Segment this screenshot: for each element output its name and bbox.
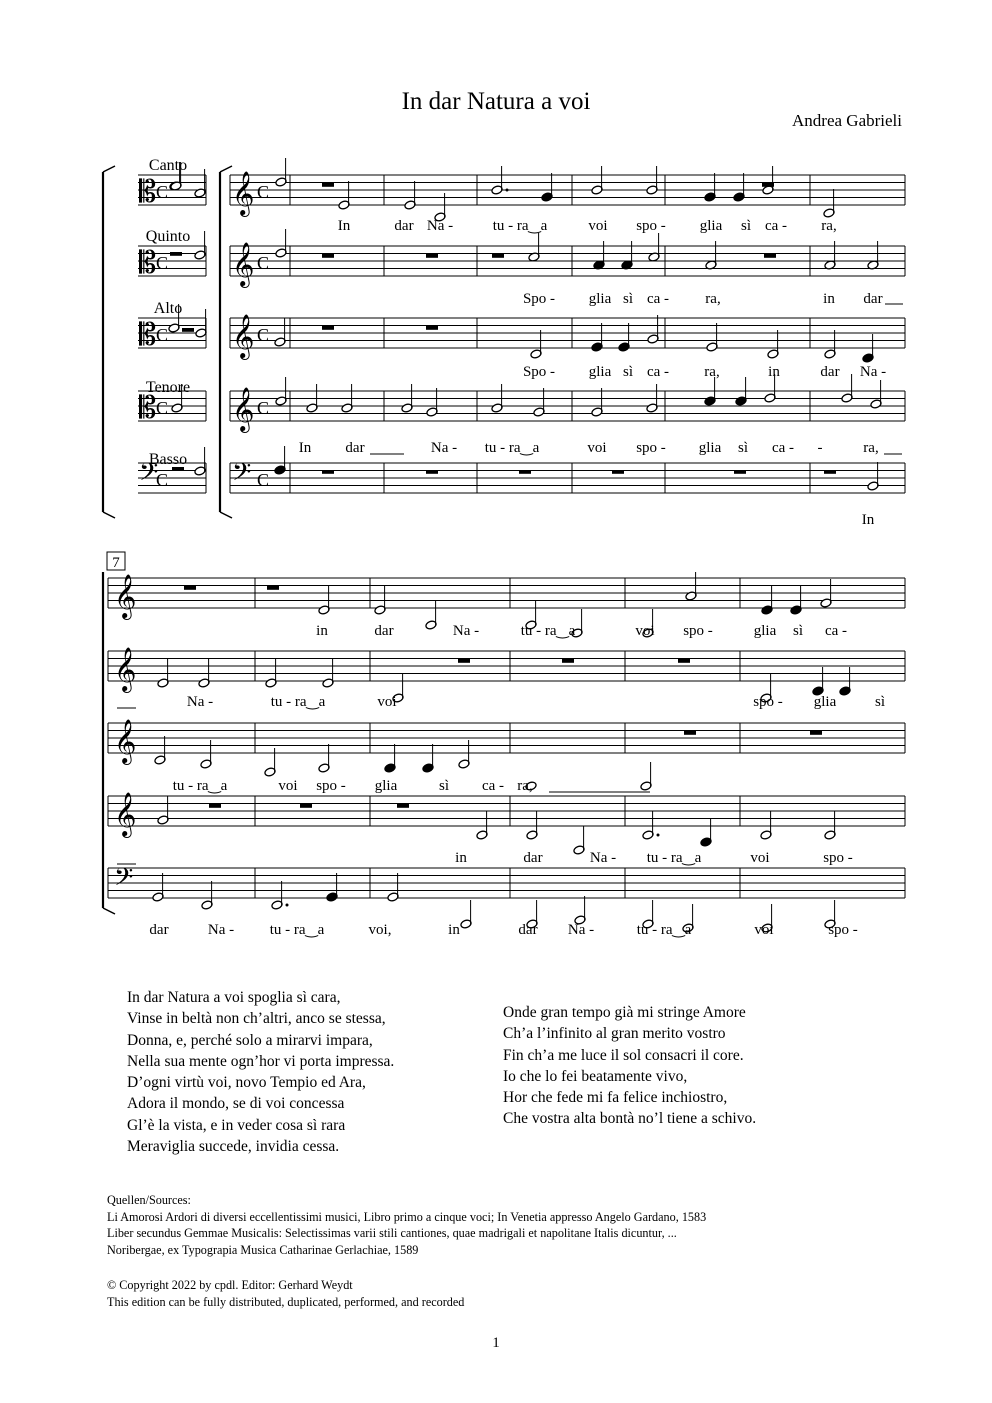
lyric-syllable: glia	[813, 694, 837, 710]
lyric-syllable: ra,	[517, 778, 533, 794]
lyric-syllable: ra,	[863, 440, 879, 456]
rest	[519, 470, 531, 474]
treble-clef-icon: 𝄞	[232, 316, 255, 358]
lyric-syllable: spo -	[823, 850, 853, 866]
treble-clef-icon: 𝄞	[114, 794, 137, 836]
bracket-hook	[220, 512, 232, 518]
rest	[684, 731, 696, 735]
part-name: Quinto	[145, 228, 191, 245]
c-clef-icon: 𝄡	[139, 390, 157, 425]
time-signature: C	[156, 325, 169, 345]
license-line: This edition can be fully distributed, duplicated, performed, and recorded	[107, 1294, 465, 1309]
poem-line: Vinse in beltà non ch’altri, anco se stessa,	[127, 1010, 386, 1028]
lyric-syllable: dar	[863, 291, 883, 307]
lyric-syllable: spo -	[316, 778, 346, 794]
lyric-syllable: ca -	[481, 778, 505, 794]
lyric-syllable: voi,	[368, 922, 392, 938]
lyric-syllable: in	[455, 850, 467, 866]
lyric-syllable: ra,	[705, 291, 721, 307]
poem-line: Ch’a l’infinito al gran merito vostro	[503, 1025, 726, 1043]
rest	[824, 470, 836, 474]
time-signature: C	[257, 470, 270, 490]
rest	[562, 659, 574, 663]
lyric-syllable: glia	[588, 364, 612, 380]
source-line: Noribergae, ex Typograpia Musica Catharinae Gerlachiae, 1589	[107, 1242, 419, 1257]
rest	[764, 254, 776, 258]
bass-clef-icon: 𝄢	[232, 459, 252, 492]
lyric-syllable: in	[823, 291, 835, 307]
lyric-syllable: voi	[278, 778, 298, 794]
lyric-syllable: tu - ra‿a	[269, 922, 325, 938]
lyric-syllable: dar	[345, 440, 365, 456]
treble-clef-icon: 𝄞	[114, 576, 137, 618]
lyric-syllable: glia	[753, 623, 777, 639]
sources-heading: Quellen/Sources:	[107, 1193, 191, 1207]
poem-line: Onde gran tempo già mi stringe Amore	[503, 1004, 746, 1021]
c-clef-icon: 𝄡	[139, 174, 157, 209]
rest	[322, 254, 334, 258]
poem-line: Adora il mondo, se di voi concessa	[127, 1095, 345, 1113]
rest	[267, 586, 279, 590]
lyric-syllable: In	[298, 440, 312, 456]
time-signature: C	[257, 253, 270, 273]
lyric-syllable: in	[448, 922, 460, 938]
poem-line: Donna, e, perché solo a mirarvi impara,	[127, 1031, 373, 1049]
bracket-hook	[103, 512, 115, 518]
lyric-syllable: glia	[698, 440, 722, 456]
lyric-syllable: tu - ra‿a	[520, 623, 576, 639]
lyric-syllable: sì	[622, 364, 634, 380]
time-signature: C	[257, 325, 270, 345]
measure-number: 7	[112, 555, 120, 571]
lyric-syllable: spo -	[636, 218, 666, 234]
rest	[810, 731, 822, 735]
rest	[762, 183, 774, 187]
rest	[184, 586, 196, 590]
time-signature: C	[257, 398, 270, 418]
time-signature: C	[156, 182, 169, 202]
lyric-syllable: ra,	[704, 364, 720, 380]
lyric-syllable: ca -	[646, 291, 670, 307]
lyric-syllable: in	[768, 364, 780, 380]
copyright-block	[107, 1277, 464, 1310]
lyric-syllable: voi	[750, 850, 770, 866]
lyric-syllable: Spo -	[522, 364, 556, 380]
lyric-syllable: spo -	[753, 694, 783, 710]
lyric-syllable: Na -	[426, 218, 454, 234]
lyric-syllable: dar	[394, 218, 414, 234]
notes-layer	[152, 158, 882, 933]
rest	[426, 326, 438, 330]
lyric-syllable: Spo -	[522, 291, 556, 307]
copyright-line: © Copyright 2022 by cpdl. Editor: Gerhard Weydt	[107, 1278, 353, 1292]
bracket-hook	[103, 166, 115, 172]
lyric-syllable: Na -	[589, 850, 617, 866]
lyric-syllable: dar	[518, 922, 538, 938]
rest	[322, 470, 334, 474]
rest	[300, 804, 312, 808]
dot	[286, 904, 289, 907]
lyric-syllable: dar	[523, 850, 543, 866]
lyric-syllable: glia	[699, 218, 723, 234]
lyric-syllable: spo -	[636, 440, 666, 456]
bass-clef-icon: 𝄢	[114, 864, 134, 897]
part-name: Tenore	[145, 379, 191, 396]
rest	[182, 328, 194, 332]
lyric-syllable: ca -	[764, 218, 788, 234]
lyric-syllable: sì	[792, 623, 804, 639]
lyric-syllable: tu - ra‿a	[492, 218, 548, 234]
lyric-syllable: voi	[377, 694, 397, 710]
time-signature: C	[156, 253, 169, 273]
poem-left	[127, 987, 394, 1157]
page-number: 1	[492, 1335, 500, 1351]
lyric-syllable: Na -	[567, 922, 595, 938]
dot	[506, 189, 509, 192]
source-line: Liber secundus Gemmae Musicalis: Selectissimas varii stili cantiones, quae madrigali et napolitane Italis dicuntur, ...	[107, 1226, 677, 1240]
time-signature: C	[156, 470, 169, 490]
bracket-hook	[220, 166, 232, 172]
lyric-syllable: voi	[754, 922, 774, 938]
lyric-syllable: spo -	[683, 623, 713, 639]
poem-line: Hor che fede mi fa felice inchiostro,	[503, 1089, 728, 1107]
lyric-syllable: tu - ra‿a	[484, 440, 540, 456]
rest	[612, 470, 624, 474]
lyric-syllable: voi	[587, 440, 607, 456]
rest	[397, 804, 409, 808]
lyric-syllable: voi	[635, 623, 655, 639]
treble-clef-icon: 𝄞	[114, 649, 137, 691]
lyric-syllable: sì	[874, 694, 886, 710]
time-signature: C	[257, 182, 270, 202]
lyric-syllable: dar	[820, 364, 840, 380]
lyric-syllable: sì	[438, 778, 450, 794]
poem-line: Gl’è la vista, e in veder cosa sì rara	[127, 1116, 346, 1134]
lyric-syllable: glia	[588, 291, 612, 307]
part-name: Canto	[148, 157, 188, 174]
lyric-syllable: ca -	[646, 364, 670, 380]
lyric-syllable: tu - ra‿a	[172, 778, 228, 794]
rest	[170, 252, 182, 256]
score-labels	[107, 157, 903, 938]
treble-clef-icon: 𝄞	[232, 244, 255, 286]
lyric-syllable: Na -	[452, 623, 480, 639]
staff-lines	[103, 166, 905, 914]
lyric-syllable: ca -	[771, 440, 795, 456]
part-name: Basso	[148, 451, 188, 468]
part-name: Alto	[153, 300, 183, 317]
c-clef-icon: 𝄡	[139, 245, 157, 280]
lyric-syllable: ca -	[824, 623, 848, 639]
dot	[657, 834, 660, 837]
source-line: Li Amorosi Ardori di diversi eccellentissimi musici, Libro primo a cinque voci; In Venetia appresso Angelo Gardano, 1583	[107, 1209, 707, 1224]
lyric-syllable: -	[817, 440, 823, 456]
lyric-syllable: In	[337, 218, 351, 234]
poem-line: Fin ch’a me luce il sol consacri il core.	[503, 1046, 744, 1064]
bracket-hook	[103, 908, 115, 914]
poem-line: Nella sua mente ogn’hor vi porta impressa.	[127, 1052, 395, 1070]
poem-line: D’ogni virtù voi, novo Tempio ed Ara,	[127, 1074, 366, 1092]
lyric-syllable: tu - ra‿a	[270, 694, 326, 710]
lyric-syllable: In	[861, 512, 875, 528]
lyric-syllable: Na -	[186, 694, 214, 710]
composer-name: Andrea Gabrieli	[792, 111, 902, 130]
sources-block	[107, 1192, 706, 1258]
rest	[426, 470, 438, 474]
lyric-syllable: Na -	[859, 364, 887, 380]
rest	[458, 659, 470, 663]
poem-line: Che vostra alta bontà no’l tiene a schivo.	[503, 1110, 757, 1128]
rest	[209, 804, 221, 808]
lyric-syllable: sì	[737, 440, 749, 456]
treble-clef-icon: 𝄞	[232, 389, 255, 431]
rest	[322, 183, 334, 187]
page-title: In dar Natura a voi	[401, 88, 591, 115]
lyric-syllable: Na -	[207, 922, 235, 938]
c-clef-icon: 𝄡	[139, 317, 157, 352]
lyric-syllable: tu - ra‿a	[646, 850, 702, 866]
rest	[734, 470, 746, 474]
lyric-syllable: sì	[740, 218, 752, 234]
poem-line: Io che lo fei beatamente vivo,	[503, 1067, 688, 1085]
lyric-syllable: spo -	[828, 922, 858, 938]
poem-line: Meraviglia succede, invidia cessa.	[127, 1138, 340, 1156]
rest	[492, 254, 504, 258]
treble-clef-icon: 𝄞	[232, 173, 255, 215]
poem-right	[503, 1002, 756, 1130]
rest	[678, 659, 690, 663]
lyric-syllable: in	[316, 623, 328, 639]
rest	[426, 254, 438, 258]
lyric-syllable: Na -	[430, 440, 458, 456]
lyric-syllable: voi	[588, 218, 608, 234]
lyric-syllable: dar	[149, 922, 169, 938]
lyric-syllable: glia	[374, 778, 398, 794]
time-signature: C	[156, 398, 169, 418]
lyric-syllable: ra,	[821, 218, 837, 234]
lyric-syllable: tu - ra‿a	[636, 922, 692, 938]
rest	[322, 326, 334, 330]
treble-clef-icon: 𝄞	[114, 721, 137, 763]
lyric-syllable: dar	[374, 623, 394, 639]
lyric-syllable: sì	[622, 291, 634, 307]
poem-line: In dar Natura a voi spoglia sì cara,	[127, 989, 341, 1006]
bass-clef-icon: 𝄢	[139, 459, 159, 492]
